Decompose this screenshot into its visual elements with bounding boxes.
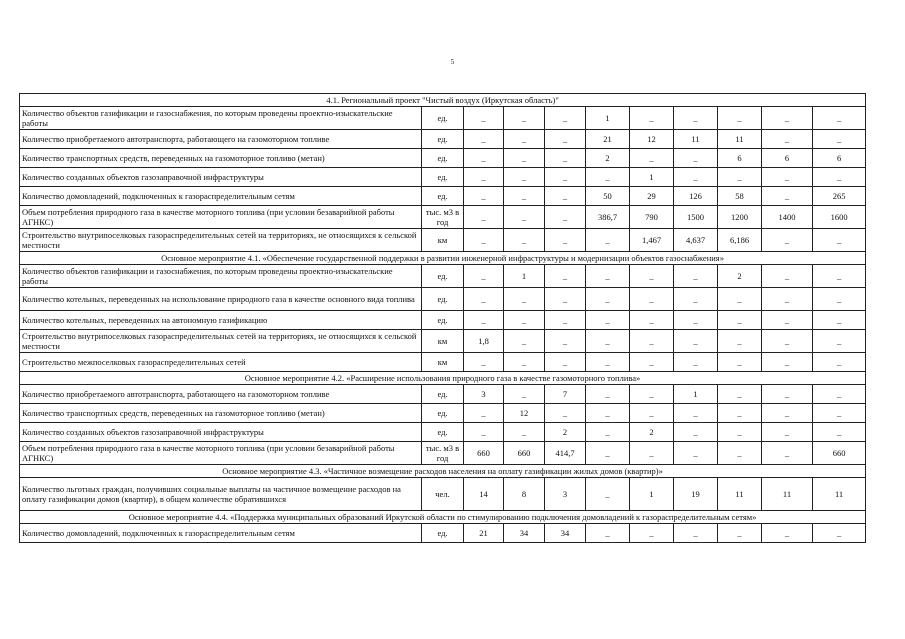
unit-cell: ед. [422, 524, 464, 543]
value-cell: _ [813, 353, 866, 372]
value-cell: _ [630, 149, 674, 168]
value-cell: _ [586, 265, 630, 288]
value-cell: _ [718, 107, 762, 130]
value-cell: 1500 [674, 206, 718, 229]
value-cell: 660 [464, 442, 504, 465]
value-cell: 1 [586, 107, 630, 130]
value-cell: 34 [504, 524, 545, 543]
value-cell: 414,7 [545, 442, 586, 465]
value-cell: 50 [586, 187, 630, 206]
value-cell: _ [630, 353, 674, 372]
table-row [20, 187, 866, 206]
section-title: Основное мероприятие 4.2. «Расширение использования природного газа в качестве газомоторного топлива» [20, 372, 866, 385]
value-cell: _ [813, 404, 866, 423]
value-cell: 1400 [762, 206, 813, 229]
section-header-row [20, 252, 866, 265]
value-cell: _ [504, 288, 545, 311]
value-cell: _ [762, 442, 813, 465]
value-cell: 660 [813, 442, 866, 465]
value-cell: _ [464, 130, 504, 149]
section-title: Основное мероприятие 4.3. «Частичное возмещение расходов населения на оплату газификации жилых домов (квартир)» [20, 465, 866, 478]
section-title: Основное мероприятие 4.4. «Поддержка муниципальных образований Иркутской области по стимулированию подключения домовладений к газораспределительным сетям» [20, 511, 866, 524]
value-cell: _ [630, 265, 674, 288]
table-row [20, 206, 866, 229]
value-cell: _ [504, 149, 545, 168]
value-cell: 6,186 [718, 229, 762, 252]
unit-cell: ед. [422, 423, 464, 442]
value-cell: _ [586, 524, 630, 543]
value-cell: _ [504, 311, 545, 330]
value-cell: _ [545, 206, 586, 229]
value-cell: 21 [586, 130, 630, 149]
section-header-row [20, 511, 866, 524]
value-cell: _ [674, 265, 718, 288]
value-cell: 1 [674, 385, 718, 404]
indicator-label: Строительство внутрипоселковых газораспределительных сетей на территориях, не относящихся к сельской местности [20, 229, 422, 252]
value-cell: _ [464, 353, 504, 372]
indicators-table-wrapper [19, 93, 866, 543]
value-cell: _ [674, 423, 718, 442]
value-cell: _ [545, 107, 586, 130]
value-cell: _ [813, 265, 866, 288]
value-cell: _ [504, 353, 545, 372]
value-cell: _ [762, 353, 813, 372]
section-header-row [20, 465, 866, 478]
value-cell: 11 [718, 478, 762, 511]
indicator-label: Строительство внутрипоселковых газораспределительных сетей на территориях, не относящихся к сельской местности [20, 330, 422, 353]
indicator-label: Количество объектов газификации и газоснабжения, по которым проведены проектно-изыскательские работы [20, 107, 422, 130]
value-cell: _ [718, 385, 762, 404]
value-cell: 11 [813, 478, 866, 511]
value-cell: _ [762, 229, 813, 252]
value-cell: 1200 [718, 206, 762, 229]
value-cell: _ [813, 107, 866, 130]
section-title: Основное мероприятие 4.1. «Обеспечение государственной поддержки в развитии инженерной инфраструктуры и модернизации объектов газоснабжения» [20, 252, 866, 265]
value-cell: _ [586, 404, 630, 423]
value-cell: _ [762, 423, 813, 442]
value-cell: 1,8 [464, 330, 504, 353]
indicator-label: Количество транспортных средств, переведенных на газомоторное топливо (метан) [20, 404, 422, 423]
value-cell: _ [630, 385, 674, 404]
value-cell: 3 [464, 385, 504, 404]
value-cell: 14 [464, 478, 504, 511]
indicator-label: Количество приобретаемого автотранспорта, работающего на газомоторном топливе [20, 130, 422, 149]
value-cell: 2 [630, 423, 674, 442]
value-cell: _ [630, 442, 674, 465]
indicator-label: Количество приобретаемого автотранспорта, работающего на газомоторном топливе [20, 385, 422, 404]
table-row [20, 353, 866, 372]
unit-cell: чел. [422, 478, 464, 511]
value-cell: _ [630, 107, 674, 130]
unit-cell: ед. [422, 149, 464, 168]
value-cell: _ [464, 404, 504, 423]
unit-cell: ед. [422, 130, 464, 149]
unit-cell: ед. [422, 265, 464, 288]
value-cell: _ [504, 206, 545, 229]
value-cell: 3 [545, 478, 586, 511]
value-cell: _ [813, 311, 866, 330]
value-cell: _ [718, 353, 762, 372]
value-cell: _ [762, 265, 813, 288]
value-cell: 4,637 [674, 229, 718, 252]
value-cell: _ [674, 107, 718, 130]
value-cell: _ [586, 311, 630, 330]
indicator-label: Количество домовладений, подключенных к газораспределительным сетям [20, 524, 422, 543]
value-cell: _ [586, 478, 630, 511]
table-row [20, 107, 866, 130]
value-cell: _ [504, 187, 545, 206]
table-row [20, 229, 866, 252]
value-cell: _ [464, 168, 504, 187]
value-cell: 1 [630, 478, 674, 511]
page-number: 5 [450, 58, 455, 66]
value-cell: _ [813, 130, 866, 149]
value-cell: _ [504, 229, 545, 252]
value-cell: _ [762, 187, 813, 206]
value-cell: _ [464, 187, 504, 206]
value-cell: 11 [762, 478, 813, 511]
value-cell: _ [586, 385, 630, 404]
table-row [20, 311, 866, 330]
value-cell: _ [464, 288, 504, 311]
value-cell: _ [586, 288, 630, 311]
table-row [20, 385, 866, 404]
indicator-label: Объем потребления природного газа в качестве моторного топлива (при условии безаварийной работы АГНКС) [20, 442, 422, 465]
value-cell: _ [464, 229, 504, 252]
value-cell: 386,7 [586, 206, 630, 229]
indicator-label: Количество объектов газификации и газоснабжения, по которым проведены проектно-изыскательские работы [20, 265, 422, 288]
value-cell: 11 [718, 130, 762, 149]
value-cell: _ [586, 423, 630, 442]
table-body [20, 94, 866, 543]
value-cell: _ [762, 404, 813, 423]
value-cell: 1,467 [630, 229, 674, 252]
value-cell: 660 [504, 442, 545, 465]
value-cell: 6 [813, 149, 866, 168]
value-cell: _ [762, 107, 813, 130]
unit-cell: ед. [422, 311, 464, 330]
indicators-table [19, 93, 866, 543]
value-cell: _ [545, 353, 586, 372]
value-cell: _ [630, 404, 674, 423]
value-cell: _ [464, 149, 504, 168]
indicator-label: Количество созданных объектов газозаправочной инфраструктуры [20, 168, 422, 187]
indicator-label: Количество транспортных средств, переведенных на газомоторное топливо (метан) [20, 149, 422, 168]
value-cell: 2 [718, 265, 762, 288]
value-cell: 6 [718, 149, 762, 168]
unit-cell: км [422, 330, 464, 353]
value-cell: _ [674, 330, 718, 353]
value-cell: _ [545, 330, 586, 353]
value-cell: _ [718, 442, 762, 465]
value-cell: 1600 [813, 206, 866, 229]
value-cell: 58 [718, 187, 762, 206]
value-cell: _ [504, 107, 545, 130]
value-cell: 29 [630, 187, 674, 206]
value-cell: _ [813, 288, 866, 311]
value-cell: _ [504, 130, 545, 149]
value-cell: _ [718, 288, 762, 311]
value-cell: _ [718, 524, 762, 543]
indicator-label: Количество созданных объектов газозаправочной инфраструктуры [20, 423, 422, 442]
table-row [20, 524, 866, 543]
value-cell: 11 [674, 130, 718, 149]
value-cell: _ [718, 311, 762, 330]
table-row [20, 442, 866, 465]
value-cell: 34 [545, 524, 586, 543]
value-cell: _ [718, 330, 762, 353]
value-cell: _ [504, 168, 545, 187]
value-cell: _ [545, 187, 586, 206]
value-cell: _ [504, 385, 545, 404]
value-cell: _ [630, 524, 674, 543]
value-cell: _ [586, 330, 630, 353]
table-row [20, 168, 866, 187]
value-cell: 19 [674, 478, 718, 511]
value-cell: _ [762, 385, 813, 404]
unit-cell: ед. [422, 404, 464, 423]
value-cell: _ [630, 288, 674, 311]
value-cell: _ [464, 107, 504, 130]
value-cell: _ [813, 229, 866, 252]
value-cell: 21 [464, 524, 504, 543]
table-row [20, 149, 866, 168]
unit-cell: ед. [422, 187, 464, 206]
table-row [20, 404, 866, 423]
value-cell: _ [762, 311, 813, 330]
unit-cell: км [422, 353, 464, 372]
value-cell: 1 [630, 168, 674, 187]
section-header-row [20, 94, 866, 107]
unit-cell: тыс. м3 в год [422, 442, 464, 465]
unit-cell: тыс. м3 в год [422, 206, 464, 229]
value-cell: 8 [504, 478, 545, 511]
value-cell: _ [762, 130, 813, 149]
value-cell: _ [630, 311, 674, 330]
unit-cell: ед. [422, 107, 464, 130]
value-cell: _ [545, 168, 586, 187]
value-cell: _ [674, 168, 718, 187]
value-cell: _ [813, 168, 866, 187]
value-cell: _ [674, 524, 718, 543]
value-cell: _ [813, 524, 866, 543]
value-cell: _ [674, 442, 718, 465]
value-cell: _ [586, 229, 630, 252]
value-cell: _ [674, 288, 718, 311]
value-cell: _ [718, 423, 762, 442]
unit-cell: ед. [422, 385, 464, 404]
value-cell: _ [674, 353, 718, 372]
section-title: 4.1. Региональный проект "Чистый воздух (Иркутская область)" [20, 94, 866, 107]
table-row [20, 478, 866, 511]
value-cell: 12 [504, 404, 545, 423]
indicator-label: Количество домовладений, подключенных к газораспределительным сетям [20, 187, 422, 206]
value-cell: _ [586, 168, 630, 187]
section-header-row [20, 372, 866, 385]
value-cell: 6 [762, 149, 813, 168]
value-cell: 265 [813, 187, 866, 206]
value-cell: _ [718, 404, 762, 423]
value-cell: _ [674, 404, 718, 423]
indicator-label: Количество льготных граждан, получивших социальные выплаты на частичное возмещение расходов на оплату газификации домов (квартир), в общем количестве обратившихся [20, 478, 422, 511]
value-cell: 126 [674, 187, 718, 206]
indicator-label: Количество котельных, переведенных на автономную газификацию [20, 311, 422, 330]
value-cell: 12 [630, 130, 674, 149]
indicator-label: Количество котельных, переведенных на использование природного газа в качестве основного вида топлива [20, 288, 422, 311]
value-cell: _ [762, 168, 813, 187]
unit-cell: км [422, 229, 464, 252]
value-cell: _ [504, 330, 545, 353]
indicator-label: Объем потребления природного газа в качестве моторного топлива (при условии безаварийной работы АГНКС) [20, 206, 422, 229]
value-cell: _ [545, 404, 586, 423]
unit-cell: ед. [422, 168, 464, 187]
value-cell: _ [674, 149, 718, 168]
value-cell: _ [464, 311, 504, 330]
indicator-label: Строительство межпоселковых газораспределительных сетей [20, 353, 422, 372]
value-cell: _ [504, 423, 545, 442]
value-cell: _ [762, 288, 813, 311]
unit-cell: ед. [422, 288, 464, 311]
table-row [20, 330, 866, 353]
value-cell: 1 [504, 265, 545, 288]
value-cell: _ [464, 265, 504, 288]
value-cell: 2 [586, 149, 630, 168]
value-cell: _ [762, 524, 813, 543]
table-row [20, 423, 866, 442]
value-cell: _ [545, 130, 586, 149]
value-cell: _ [813, 330, 866, 353]
table-row [20, 130, 866, 149]
value-cell: _ [464, 206, 504, 229]
value-cell: _ [545, 311, 586, 330]
value-cell: _ [545, 149, 586, 168]
table-row [20, 265, 866, 288]
value-cell: _ [762, 330, 813, 353]
value-cell: _ [545, 265, 586, 288]
value-cell: 790 [630, 206, 674, 229]
value-cell: _ [718, 168, 762, 187]
value-cell: _ [813, 423, 866, 442]
value-cell: _ [674, 311, 718, 330]
value-cell: 2 [545, 423, 586, 442]
value-cell: _ [586, 353, 630, 372]
value-cell: 7 [545, 385, 586, 404]
value-cell: _ [586, 442, 630, 465]
value-cell: _ [545, 229, 586, 252]
value-cell: _ [545, 288, 586, 311]
value-cell: _ [630, 330, 674, 353]
table-row [20, 288, 866, 311]
value-cell: _ [464, 423, 504, 442]
value-cell: _ [813, 385, 866, 404]
